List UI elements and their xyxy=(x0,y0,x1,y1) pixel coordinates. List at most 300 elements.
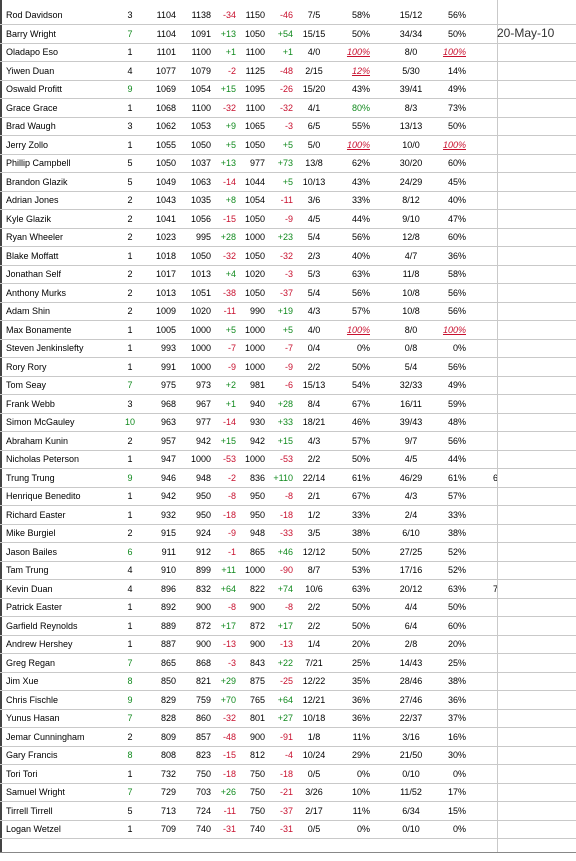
rating-change[interactable]: -2 xyxy=(227,472,236,483)
win-percent[interactable]: 50% xyxy=(351,602,370,612)
previous-rating[interactable]: 832 xyxy=(195,583,211,594)
previous-rating[interactable]: 899 xyxy=(195,565,211,575)
player-name[interactable]: Gary Francis xyxy=(6,750,58,760)
win-loss-record[interactable]: 0/5 xyxy=(307,824,321,834)
win-percent[interactable]: 100% xyxy=(346,139,370,150)
win-percent[interactable]: 0% xyxy=(356,824,370,834)
previous-rating[interactable]: 950 xyxy=(195,491,211,501)
games-count[interactable]: 1 xyxy=(127,47,133,57)
total-change[interactable]: -8 xyxy=(284,491,293,501)
game-percent[interactable]: 73% xyxy=(447,102,466,113)
table-row[interactable] xyxy=(0,174,576,192)
game-percent[interactable]: 47% xyxy=(447,213,466,224)
rating-change[interactable]: -11 xyxy=(223,805,236,816)
extra-value[interactable] xyxy=(478,303,498,320)
games-count[interactable]: 2 xyxy=(127,287,133,298)
total-change[interactable]: -11 xyxy=(280,195,293,205)
rating-change[interactable]: +2 xyxy=(225,380,236,390)
extra-value[interactable] xyxy=(478,137,498,154)
previous-rating[interactable]: 759 xyxy=(195,694,211,705)
win-loss-record[interactable]: 4/5 xyxy=(307,213,321,224)
extra-value[interactable] xyxy=(478,821,498,838)
current-rating[interactable]: 887 xyxy=(160,639,176,649)
game-record[interactable]: 4/4 xyxy=(404,602,418,612)
previous-rating[interactable]: 823 xyxy=(195,750,211,760)
game-record[interactable]: 0/8 xyxy=(404,343,418,353)
current-rating[interactable]: 1104 xyxy=(156,28,176,39)
win-loss-record[interactable]: 10/13 xyxy=(302,176,326,187)
game-record[interactable]: 10/8 xyxy=(402,287,420,298)
win-percent[interactable]: 0% xyxy=(356,343,370,353)
extra-value[interactable] xyxy=(478,7,498,24)
current-rating[interactable]: 957 xyxy=(160,435,176,446)
extra-value[interactable] xyxy=(478,562,498,579)
game-record[interactable]: 2/4 xyxy=(404,509,418,520)
rating-change[interactable]: +1 xyxy=(225,398,236,409)
previous-rating[interactable]: 1079 xyxy=(190,65,211,76)
player-name[interactable]: Blake Moffatt xyxy=(6,250,59,261)
initial-rating[interactable]: 765 xyxy=(249,694,265,705)
table-row[interactable] xyxy=(0,100,576,118)
previous-rating[interactable]: 1056 xyxy=(190,213,211,224)
player-name[interactable]: Max Bonamente xyxy=(6,324,72,335)
extra-value[interactable] xyxy=(478,599,498,616)
current-rating[interactable]: 1005 xyxy=(155,324,176,335)
player-name[interactable]: Nicholas Peterson xyxy=(6,454,80,464)
total-change[interactable]: +23 xyxy=(277,232,293,242)
total-change[interactable]: +27 xyxy=(277,713,293,723)
win-percent[interactable]: 57% xyxy=(351,306,370,316)
win-loss-record[interactable]: 12/21 xyxy=(302,694,326,705)
game-percent[interactable]: 20% xyxy=(447,639,466,649)
rating-change[interactable]: -15 xyxy=(222,750,236,760)
total-change[interactable]: -37 xyxy=(279,287,293,298)
win-percent[interactable]: 12% xyxy=(351,65,370,76)
total-change[interactable]: -4 xyxy=(284,750,293,760)
rating-change[interactable]: +5 xyxy=(225,324,236,335)
games-count[interactable]: 5 xyxy=(127,805,133,816)
win-loss-record[interactable]: 15/20 xyxy=(302,84,326,94)
player-name[interactable]: Jerry Zollo xyxy=(6,139,49,150)
player-name[interactable]: Oswald Profitt xyxy=(6,84,63,94)
initial-rating[interactable]: 1050 xyxy=(244,213,265,224)
game-percent[interactable]: 63% xyxy=(447,583,466,594)
initial-rating[interactable]: 750 xyxy=(249,768,265,779)
game-record[interactable]: 11/52 xyxy=(400,787,422,797)
win-loss-record[interactable]: 12/12 xyxy=(302,546,326,557)
current-rating[interactable]: 946 xyxy=(160,472,176,483)
initial-rating[interactable]: 1125 xyxy=(245,65,265,76)
total-change[interactable]: -26 xyxy=(279,84,293,94)
win-loss-record[interactable]: 2/17 xyxy=(305,805,323,816)
win-loss-record[interactable]: 10/24 xyxy=(302,750,326,760)
game-percent[interactable]: 61% xyxy=(447,472,466,483)
games-count[interactable]: 8 xyxy=(127,750,133,760)
table-row[interactable] xyxy=(0,118,576,136)
extra-value[interactable] xyxy=(478,784,498,801)
initial-rating[interactable]: 1050 xyxy=(244,139,265,150)
table-row[interactable] xyxy=(0,285,576,303)
win-percent[interactable]: 55% xyxy=(351,121,370,131)
win-loss-record[interactable]: 2/2 xyxy=(307,454,321,464)
extra-value[interactable] xyxy=(478,192,498,209)
games-count[interactable]: 7 xyxy=(127,657,133,668)
table-row[interactable] xyxy=(0,618,576,636)
games-count[interactable]: 7 xyxy=(127,380,133,390)
rating-change[interactable]: -8 xyxy=(227,602,236,612)
game-percent[interactable]: 44% xyxy=(447,454,466,464)
rating-change[interactable]: -9 xyxy=(227,361,236,372)
rating-change[interactable]: -18 xyxy=(222,509,236,520)
extra-value[interactable] xyxy=(478,673,498,690)
extra-value[interactable] xyxy=(478,747,498,764)
table-row[interactable] xyxy=(0,784,576,802)
table-row[interactable] xyxy=(0,248,576,266)
games-count[interactable]: 4 xyxy=(127,583,133,594)
previous-rating[interactable]: 868 xyxy=(195,657,211,668)
initial-rating[interactable]: 872 xyxy=(249,620,265,631)
win-percent[interactable]: 40% xyxy=(351,250,370,261)
table-row[interactable] xyxy=(0,599,576,617)
total-change[interactable]: -21 xyxy=(279,787,293,797)
win-percent[interactable]: 100% xyxy=(346,324,370,335)
current-rating[interactable]: 1041 xyxy=(155,213,176,224)
rating-change[interactable]: -48 xyxy=(222,731,236,742)
player-name[interactable]: Tirrell Tirrell xyxy=(6,805,53,816)
win-percent[interactable]: 36% xyxy=(351,694,370,705)
win-loss-record[interactable]: 2/2 xyxy=(307,361,321,372)
game-record[interactable]: 28/46 xyxy=(399,676,423,686)
previous-rating[interactable]: 1100 xyxy=(191,102,211,113)
current-rating[interactable]: 911 xyxy=(161,546,176,557)
total-change[interactable]: -25 xyxy=(279,676,293,686)
total-change[interactable]: -46 xyxy=(279,10,293,20)
previous-rating[interactable]: 1020 xyxy=(190,306,211,316)
previous-rating[interactable]: 977 xyxy=(195,417,211,427)
initial-rating[interactable]: 1150 xyxy=(245,10,265,20)
current-rating[interactable]: 850 xyxy=(160,676,176,686)
extra-value[interactable] xyxy=(478,377,498,394)
win-percent[interactable]: 50% xyxy=(351,28,370,39)
games-count[interactable]: 1 xyxy=(127,824,133,834)
total-change[interactable]: -32 xyxy=(279,102,293,113)
table-row[interactable] xyxy=(0,81,576,99)
previous-rating[interactable]: 995 xyxy=(195,232,211,242)
current-rating[interactable]: 808 xyxy=(160,750,176,760)
total-change[interactable]: -48 xyxy=(279,65,293,76)
current-rating[interactable]: 968 xyxy=(160,398,176,409)
initial-rating[interactable]: 836 xyxy=(249,472,265,483)
win-percent[interactable]: 11% xyxy=(352,731,370,742)
win-percent[interactable]: 0% xyxy=(356,768,370,779)
rating-change[interactable]: +5 xyxy=(225,139,236,150)
previous-rating[interactable]: 912 xyxy=(195,546,211,557)
player-name[interactable]: Adrian Jones xyxy=(6,195,59,205)
win-percent[interactable]: 56% xyxy=(351,232,370,242)
win-percent[interactable]: 50% xyxy=(351,454,370,464)
previous-rating[interactable]: 872 xyxy=(195,620,211,631)
game-record[interactable]: 9/7 xyxy=(404,435,418,446)
win-percent[interactable]: 33% xyxy=(351,195,370,205)
rating-change[interactable]: +11 xyxy=(221,565,236,575)
table-row[interactable] xyxy=(0,766,576,784)
game-percent[interactable]: 100% xyxy=(442,324,466,335)
rating-change[interactable]: +17 xyxy=(220,620,236,631)
total-change[interactable]: -7 xyxy=(284,343,293,353)
table-row[interactable] xyxy=(0,211,576,229)
initial-rating[interactable]: 1100 xyxy=(245,47,265,57)
previous-rating[interactable]: 1138 xyxy=(191,10,211,20)
table-row[interactable] xyxy=(0,747,576,765)
rating-change[interactable]: -32 xyxy=(222,713,236,723)
table-row[interactable] xyxy=(0,377,576,395)
initial-rating[interactable]: 1095 xyxy=(244,84,265,94)
win-loss-record[interactable]: 13/8 xyxy=(305,158,323,168)
player-name[interactable]: Andrew Hershey xyxy=(6,639,73,649)
win-loss-record[interactable]: 15/13 xyxy=(302,380,326,390)
table-row[interactable] xyxy=(0,673,576,691)
win-percent[interactable]: 33% xyxy=(351,509,370,520)
game-percent[interactable]: 48% xyxy=(447,417,466,427)
player-name[interactable]: Tom Seay xyxy=(6,380,47,390)
current-rating[interactable]: 1050 xyxy=(155,158,176,168)
player-name[interactable]: Rod Davidson xyxy=(6,10,63,20)
win-loss-record[interactable]: 1/2 xyxy=(307,509,321,520)
win-percent[interactable]: 20% xyxy=(351,639,370,649)
extra-value[interactable] xyxy=(478,396,498,413)
previous-rating[interactable]: 973 xyxy=(195,380,211,390)
player-name[interactable]: Abraham Kunin xyxy=(6,435,69,446)
win-percent[interactable]: 61% xyxy=(351,472,370,483)
total-change[interactable]: -33 xyxy=(279,528,293,538)
current-rating[interactable]: 915 xyxy=(160,528,176,538)
extra-value[interactable] xyxy=(478,414,498,431)
win-percent[interactable]: 44% xyxy=(351,213,370,224)
table-row[interactable] xyxy=(0,359,576,377)
win-loss-record[interactable]: 1/8 xyxy=(307,731,321,742)
current-rating[interactable]: 1062 xyxy=(155,121,176,131)
game-percent[interactable]: 50% xyxy=(447,28,466,39)
win-loss-record[interactable]: 10/18 xyxy=(302,713,326,723)
previous-rating[interactable]: 1000 xyxy=(190,361,211,372)
previous-rating[interactable]: 942 xyxy=(195,435,211,446)
previous-rating[interactable]: 821 xyxy=(195,676,211,686)
extra-value[interactable] xyxy=(478,359,498,376)
win-percent[interactable]: 80% xyxy=(351,102,370,113)
player-name[interactable]: Patrick Easter xyxy=(6,602,63,612)
player-name[interactable]: Samuel Wright xyxy=(6,787,65,797)
previous-rating[interactable]: 1054 xyxy=(190,84,211,94)
table-row[interactable] xyxy=(0,266,576,284)
game-percent[interactable]: 0% xyxy=(452,824,466,834)
player-name[interactable]: Tam Trung xyxy=(6,565,49,575)
game-record[interactable]: 3/16 xyxy=(402,731,420,742)
game-percent[interactable]: 49% xyxy=(447,84,466,94)
extra-value[interactable] xyxy=(478,211,498,228)
extra-value[interactable]: 7 xyxy=(492,583,498,594)
rating-change[interactable]: +9 xyxy=(225,121,236,131)
total-change[interactable]: -53 xyxy=(279,454,293,464)
total-change[interactable]: +22 xyxy=(277,657,293,668)
win-percent[interactable]: 54% xyxy=(351,380,370,390)
table-row[interactable] xyxy=(0,562,576,580)
previous-rating[interactable]: 724 xyxy=(195,805,211,816)
current-rating[interactable]: 993 xyxy=(160,343,176,353)
initial-rating[interactable]: 875 xyxy=(249,676,265,686)
win-percent[interactable]: 53% xyxy=(351,565,370,575)
games-count[interactable]: 1 xyxy=(127,139,133,150)
previous-rating[interactable]: 1053 xyxy=(190,121,211,131)
game-record[interactable]: 17/16 xyxy=(399,565,423,575)
table-row[interactable] xyxy=(0,192,576,210)
total-change[interactable]: +17 xyxy=(277,620,293,631)
initial-rating[interactable]: 750 xyxy=(249,805,265,816)
win-percent[interactable]: 29% xyxy=(351,750,370,760)
player-name[interactable]: Chris Fischle xyxy=(6,694,59,705)
table-row[interactable] xyxy=(0,414,576,432)
game-record[interactable]: 24/29 xyxy=(399,176,423,187)
table-row[interactable] xyxy=(0,636,576,654)
game-record[interactable]: 8/12 xyxy=(402,195,420,205)
win-loss-record[interactable]: 4/3 xyxy=(307,435,321,446)
games-count[interactable]: 7 xyxy=(127,28,133,39)
initial-rating[interactable]: 930 xyxy=(249,417,265,427)
previous-rating[interactable]: 967 xyxy=(195,398,211,409)
date-cell[interactable]: 20-May-10 xyxy=(497,26,555,40)
win-loss-record[interactable]: 5/0 xyxy=(307,139,321,150)
game-percent[interactable]: 57% xyxy=(447,491,466,501)
total-change[interactable]: +110 xyxy=(273,472,293,483)
game-percent[interactable]: 25% xyxy=(447,657,466,668)
rating-change[interactable]: -18 xyxy=(222,768,236,779)
total-change[interactable]: +33 xyxy=(277,417,293,427)
win-percent[interactable]: 63% xyxy=(351,583,370,594)
win-percent[interactable]: 67% xyxy=(351,491,370,501)
rating-change[interactable]: -3 xyxy=(227,657,236,668)
rating-change[interactable]: +15 xyxy=(220,435,236,446)
initial-rating[interactable]: 948 xyxy=(249,528,265,538)
win-loss-record[interactable]: 5/4 xyxy=(307,232,321,242)
win-percent[interactable]: 58% xyxy=(351,10,370,20)
game-percent[interactable]: 37% xyxy=(447,713,466,723)
total-change[interactable]: -18 xyxy=(279,509,293,520)
games-count[interactable]: 10 xyxy=(124,417,135,427)
rating-change[interactable]: -34 xyxy=(222,10,236,20)
rating-change[interactable]: +28 xyxy=(220,232,236,242)
current-rating[interactable]: 732 xyxy=(160,768,176,779)
current-rating[interactable]: 947 xyxy=(160,454,176,464)
player-name[interactable]: Adam Shin xyxy=(6,306,51,316)
player-name[interactable]: Kevin Duan xyxy=(6,583,53,594)
previous-rating[interactable]: 1000 xyxy=(190,324,211,335)
game-record[interactable]: 9/10 xyxy=(402,213,420,224)
games-count[interactable]: 1 xyxy=(127,361,133,372)
win-percent[interactable]: 25% xyxy=(351,657,370,668)
win-loss-record[interactable]: 0/5 xyxy=(307,768,321,779)
games-count[interactable]: 2 xyxy=(127,269,133,279)
table-row[interactable] xyxy=(0,525,576,543)
total-change[interactable]: +5 xyxy=(282,139,293,150)
previous-rating[interactable]: 900 xyxy=(195,602,211,612)
game-record[interactable]: 39/41 xyxy=(399,84,423,94)
games-count[interactable]: 5 xyxy=(127,176,133,187)
games-count[interactable]: 1 xyxy=(127,324,133,335)
game-percent[interactable]: 52% xyxy=(447,565,466,575)
table-row[interactable] xyxy=(0,729,576,747)
game-percent[interactable]: 36% xyxy=(447,250,466,261)
initial-rating[interactable]: 1000 xyxy=(244,232,265,242)
game-record[interactable]: 34/34 xyxy=(399,28,423,39)
win-loss-record[interactable]: 4/3 xyxy=(307,306,321,316)
initial-rating[interactable]: 1050 xyxy=(244,28,265,39)
extra-value[interactable] xyxy=(478,766,498,783)
rating-change[interactable]: +70 xyxy=(220,694,236,705)
rating-change[interactable]: -7 xyxy=(227,343,236,353)
current-rating[interactable]: 1077 xyxy=(155,65,176,76)
games-count[interactable]: 1 xyxy=(127,343,133,353)
total-change[interactable]: -8 xyxy=(284,602,293,612)
previous-rating[interactable]: 1000 xyxy=(190,454,211,464)
game-percent[interactable]: 59% xyxy=(447,398,466,409)
player-name[interactable]: Henrique Benedito xyxy=(6,491,81,501)
game-record[interactable]: 15/12 xyxy=(399,10,423,20)
games-count[interactable]: 7 xyxy=(127,787,133,797)
games-count[interactable]: 2 xyxy=(127,528,133,538)
current-rating[interactable]: 932 xyxy=(160,509,176,520)
current-rating[interactable]: 1069 xyxy=(155,84,176,94)
initial-rating[interactable]: 750 xyxy=(249,787,265,797)
win-percent[interactable]: 50% xyxy=(351,546,370,557)
rating-change[interactable]: +1 xyxy=(225,47,236,57)
win-loss-record[interactable]: 22/14 xyxy=(302,472,326,483)
total-change[interactable]: -9 xyxy=(284,361,293,372)
initial-rating[interactable]: 1000 xyxy=(244,343,265,353)
initial-rating[interactable]: 981 xyxy=(249,380,265,390)
previous-rating[interactable]: 924 xyxy=(195,528,211,538)
win-loss-record[interactable]: 4/0 xyxy=(307,47,321,57)
initial-rating[interactable]: 977 xyxy=(249,158,265,168)
game-percent[interactable]: 56% xyxy=(447,287,466,298)
current-rating[interactable]: 991 xyxy=(160,361,176,372)
previous-rating[interactable]: 1037 xyxy=(190,158,211,168)
current-rating[interactable]: 1017 xyxy=(155,269,176,279)
win-loss-record[interactable]: 5/3 xyxy=(307,269,321,279)
extra-value[interactable] xyxy=(478,63,498,80)
rating-change[interactable]: -32 xyxy=(222,102,236,113)
rating-change[interactable]: -53 xyxy=(222,454,236,464)
extra-value[interactable] xyxy=(478,525,498,542)
initial-rating[interactable]: 900 xyxy=(249,602,265,612)
player-name[interactable]: Logan Wetzel xyxy=(6,824,61,834)
rating-change[interactable]: +13 xyxy=(220,28,236,39)
table-row[interactable] xyxy=(0,544,576,562)
initial-rating[interactable]: 1000 xyxy=(244,565,265,575)
win-percent[interactable]: 63% xyxy=(351,269,370,279)
previous-rating[interactable]: 703 xyxy=(195,787,211,797)
rating-change[interactable]: -8 xyxy=(227,491,236,501)
extra-value[interactable] xyxy=(478,507,498,524)
total-change[interactable]: +5 xyxy=(282,324,293,335)
games-count[interactable]: 2 xyxy=(127,306,133,316)
win-percent[interactable]: 57% xyxy=(351,435,370,446)
player-name[interactable]: Oladapo Eso xyxy=(6,47,59,57)
extra-value[interactable] xyxy=(478,451,498,468)
total-change[interactable]: +54 xyxy=(277,28,293,39)
games-count[interactable]: 3 xyxy=(127,10,133,20)
extra-value[interactable] xyxy=(478,174,498,191)
previous-rating[interactable]: 1051 xyxy=(190,287,211,298)
game-percent[interactable]: 60% xyxy=(447,232,466,242)
